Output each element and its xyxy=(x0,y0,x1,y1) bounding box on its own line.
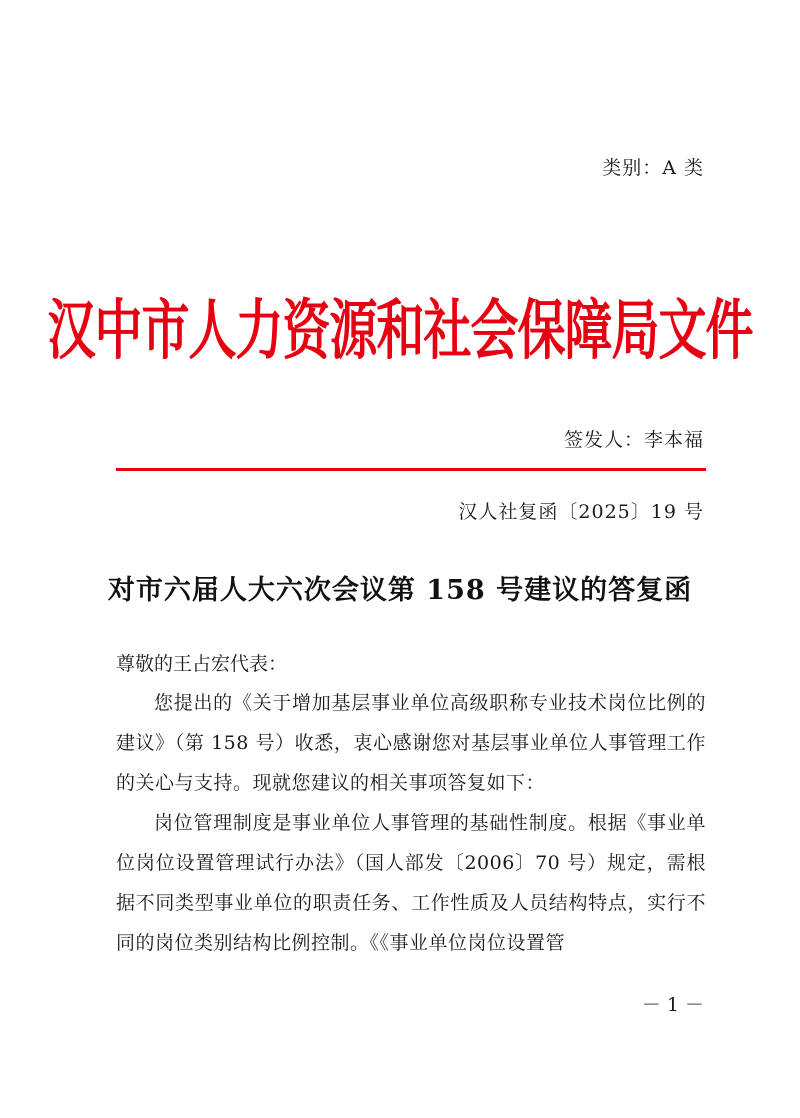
red-divider xyxy=(116,468,706,471)
masthead-title: 汉中市人力资源和社会保障局文件 xyxy=(47,292,753,369)
page-number: － 1 － xyxy=(641,994,704,1016)
document-title: 对市六届人大六次会议第 158 号建议的答复函 xyxy=(107,575,693,606)
body-paragraph: 岗位管理制度是事业单位人事管理的基础性制度。根据《事业单位岗位设置管理试行办法》（国人部发〔2006〕70 号）规定，需根据不同类型事业单位的职责任务、工作性质及人员结构特点，实行不同的岗位类别结构比例控制。《《事业单位岗位设置管 xyxy=(116,812,706,954)
document-number: 汉人社复函〔2025〕19 号 xyxy=(458,501,704,523)
document-body xyxy=(116,645,706,963)
salutation: 尊敬的王占宏代表： xyxy=(116,653,288,675)
issuer-line: 签发人：李本福 xyxy=(563,429,704,451)
body-paragraph: 您提出的《关于增加基层事业单位高级职称专业技术岗位比例的建议》（第 158 号）收悉，衷心感谢您对基层事业单位人事管理工作的关心与支持。现就您建议的相关事项答复如下： xyxy=(116,692,706,794)
category-label: 类别：A 类 xyxy=(602,157,704,179)
